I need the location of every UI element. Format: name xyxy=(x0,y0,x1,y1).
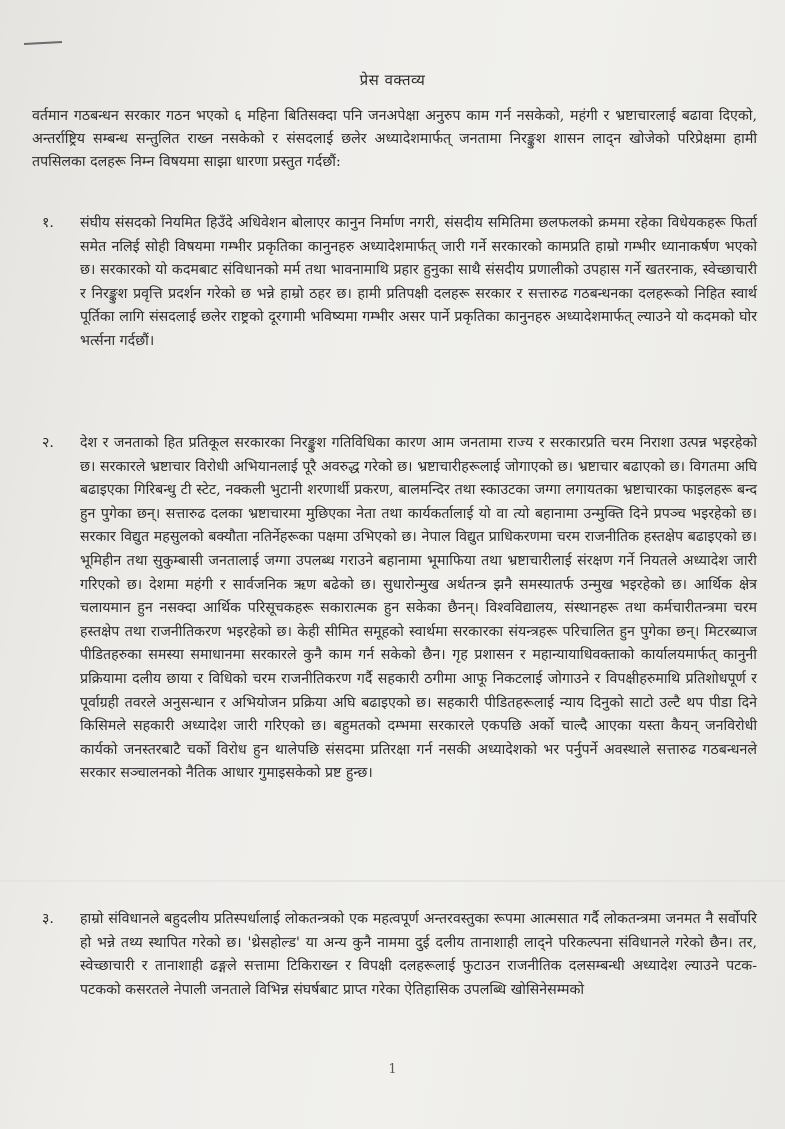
list-item xyxy=(32,212,757,354)
item-text: संघीय संसदको नियमित हिउँदे अधिवेशन बोलाएर कानुन निर्माण नगरी, संसदीय समितिमा छलफलको क्रममा रहेका विधेयकहरू फिर्ता समेत नलिई सोही विषयमा गम्भीर प्रकृतिका कानुनहरु अध्यादेशमार्फत् जारी गर्ने सरकारको कामप्रति हाम्रो गम्भीर ध्यानाकर्षण भएको छ। सरकारको यो कदमबाट संविधानको मर्म तथा भावनामाथि प्रहार हुनुका साथै संसदीय प्रणालीको उपहास गर्ने खतरनाक, स्वेच्छाचारी र निरङ्कुश प्रवृत्ति प्रदर्शन गरेको छ भन्ने हाम्रो ठहर छ। हामी प्रतिपक्षी दलहरू सरकार र सत्तारुढ गठबन्धनका दलहरूको निहित स्वार्थ पूर्तिका लागि संसदलाई छलेर राष्ट्रको दूरगामी भविष्यमा गम्भीर असर पार्ने प्रकृतिका कानुनहरु अध्यादेशमार्फत् ल्याउने यो कदमको घोर भर्त्सना गर्दछौं। xyxy=(80,215,757,349)
document-title: प्रेस वक्तव्य xyxy=(359,71,426,89)
item-number: ३. xyxy=(42,911,54,927)
pen-mark xyxy=(24,41,62,45)
intro-paragraph: वर्तमान गठबन्धन सरकार गठन भएको ६ महिना बितिसक्दा पनि जनअपेक्षा अनुरुप काम गर्न नसकेको, महंगी र भ्रष्टाचारलाई बढावा दिएको, अन्तर्राष्ट्रिय सम्बन्ध सन्तुलित राख्न नसकेको र संसदलाई छलेर अध्यादेशमार्फत् जनतामा निरङ्कुश शासन लाद्न खोजेको परिप्रेक्षमा हामी तपसिलका दलहरू निम्न विषयमा साझा धारणा प्रस्तुत गर्दछौं: xyxy=(32,108,757,170)
item-text: देश र जनताको हित प्रतिकूल सरकारका निरङ्कुश गतिविधिका कारण आम जनतामा राज्य र सरकारप्रति चरम निराशा उत्पन्न भइरहेको छ। सरकारले भ्रष्टाचार विरोधी अभियानलाई पूरै अवरुद्ध गरेको छ। भ्रष्टाचारीहरूलाई जोगाएको छ। भ्रष्टाचार बढाएको छ। विगतमा अघि बढाइएका गिरिबन्धु टी स्टेट, नक्कली भुटानी शरणार्थी प्रकरण, बालमन्दिर तथा स्काउटका जग्गा लगायतका भ्रष्टाचारका फाइलहरू बन्द हुन पुगेका छन्। सत्तारुढ दलका भ्रष्टाचारमा मुछिएका नेता तथा कार्यकर्तालाई यो वा त्यो बहानामा उन्मुक्ति दिने प्रपञ्च भइरहेको छ। सरकार विद्युत महसुलको बक्यौता नतिर्नेहरूका पक्षमा उभिएको छ। नेपाल विद्युत प्राधिकरणमा चरम राजनीतिक हस्तक्षेप बढाइएको छ। भूमिहीन तथा सुकुम्बासी जनतालाई जग्गा उपलब्ध गराउने बहानामा भूमाफिया तथा भ्रष्टाचारीलाई संरक्षण गर्ने नियतले अध्यादेश जारी गरिएको छ। देशमा महंगी र सार्वजनिक ऋण बढेको छ। सुधारोन्मुख अर्थतन्त्र झनै समस्यातर्फ उन्मुख भइरहेको छ। आर्थिक क्षेत्र चलायमान हुन नसक्दा आर्थिक परिसूचकहरू सकारात्मक हुन सकेका छैनन्। विश्वविद्यालय, संस्थानहरू तथा कर्मचारीतन्त्रमा चरम हस्तक्षेप तथा राजनीतिकरण भइरहेको छ। केही सीमित समूहको स्वार्थमा सरकारका संयन्त्रहरू परिचालित हुन पुगेका छन्। मिटरब्याज पीडितहरुका समस्या समाधानमा सरकारले कुनै काम गर्न सकेको छैन। गृह प्रशासन र महान्यायाधिवक्ताको कार्यालयमार्फत् कानुनी प्रक्रियामा दलीय छाया र विधिको चरम राजनीतिकरण गर्दै सहकारी ठगीमा आफू निकटलाई जोगाउने र विपक्षीहरुमाथि प्रतिशोधपूर्ण र पूर्वाग्रही तवरले अनुसन्धान र अभियोजन प्रक्रिया अघि बढाइएको छ। सहकारी पीडितहरूलाई न्याय दिनुको साटो उल्टै थप पीडा दिने किसिमले सहकारी अध्यादेश जारी गरिएको छ। बहुमतको दम्भमा सरकारले एकपछि अर्को चाल्दै आएका यस्ता कैयन् जनविरोधी कार्यको जनस्तरबाटै चर्को विरोध हुन थालेपछि संसदमा प्रतिरक्षा गर्न नसकी अध्यादेशको भर पर्नुपर्ने अवस्थाले सत्तारुढ गठबन्धनले सरकार सञ्चालनको नैतिक आधार गुमाइसकेको प्रष्ट हुन्छ। xyxy=(80,435,757,782)
paper-fold xyxy=(0,880,785,882)
item-number: २. xyxy=(42,435,54,451)
list-item xyxy=(32,432,757,786)
item-number: १. xyxy=(42,215,54,231)
list-item xyxy=(32,908,757,1002)
page-number: 1 xyxy=(388,1062,397,1077)
item-text: हाम्रो संविधानले बहुदलीय प्रतिस्पर्धालाई लोकतन्त्रको एक महत्वपूर्ण अन्तरवस्तुका रूपमा आत्मसात गर्दै लोकतन्त्रमा जनमत नै सर्वोपरि हो भन्ने तथ्य स्थापित गरेको छ। 'थ्रेसहोल्ड' या अन्य कुनै नाममा दुई दलीय तानाशाही लाद्ने परिकल्पना संविधानले गरेको छैन। तर, स्वेच्छाचारी र तानाशाही ढङ्गले सत्तामा टिकिराख्न र विपक्षी दलहरूलाई फुटाउन राजनीतिक दलसम्बन्धी अध्यादेश ल्याउने पटक-पटकको कसरतले नेपाली जनताले विभिन्न संघर्षबाट प्राप्त गरेका ऐतिहासिक उपलब्धि खोसिनेसम्मको xyxy=(80,911,757,998)
